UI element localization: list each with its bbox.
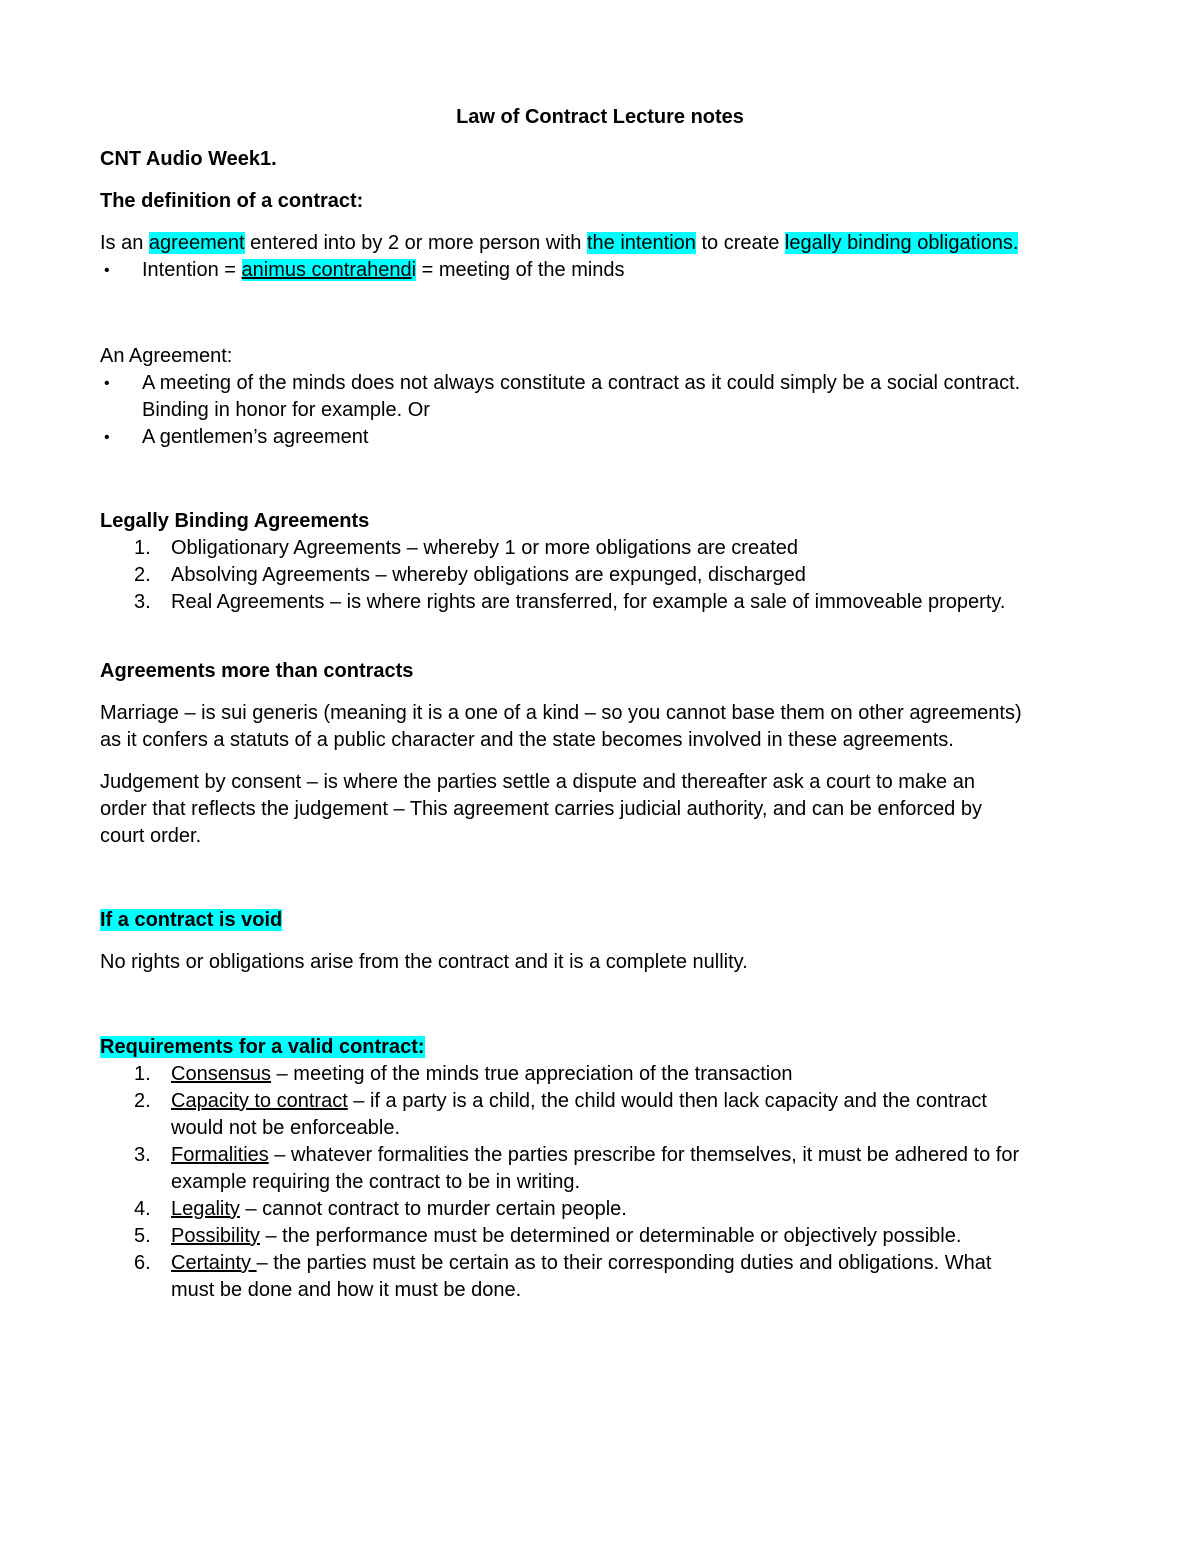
- list-item: 2. Capacity to contract – if a party is a child, the child would then lack capacity and the contract would not be enforceable.: [134, 1090, 987, 1139]
- highlight-intention: the intention: [586, 232, 696, 254]
- list-item: 5. Possibility – the performance must be determined or determinable or objectively possible.: [134, 1225, 962, 1247]
- list-item: • A gentlemen’s agreement: [100, 424, 1100, 451]
- bullet-icon: •: [104, 262, 110, 279]
- highlight-legally-binding: legally binding obligations.: [784, 232, 1019, 254]
- definition-heading: The definition of a contract:: [100, 190, 364, 212]
- highlight-agreement: agreement: [148, 232, 245, 254]
- definition-text-1: Is an: [100, 232, 149, 254]
- list-item: • A meeting of the minds does not always constitute a contract as it could simply be a social contract. Binding in honor for example. Or: [104, 372, 1021, 421]
- subtitle: CNT Audio Week1.: [100, 148, 277, 170]
- judgement-paragraph: Judgement by consent – is where the parties settle a dispute and thereafter ask a court to make an order that reflects the judgement – This agreement carries judicial authority, and can be enforced by court order.: [100, 771, 982, 847]
- binding-heading: Legally Binding Agreements: [100, 510, 370, 532]
- agreement-bullets: [100, 370, 1100, 451]
- highlight-animus: animus contrahend: [241, 259, 412, 281]
- void-heading: If a contract is void: [100, 909, 283, 931]
- definition-paragraph: [100, 230, 1100, 257]
- list-item: 4. Legality – cannot contract to murder certain people.: [134, 1198, 627, 1220]
- document-page: [100, 104, 1100, 1304]
- agreement-heading: An Agreement:: [100, 345, 233, 367]
- list-item: 2. Absolving Agreements – whereby obligations are expunged, discharged: [134, 564, 806, 586]
- list-item: 1. Consensus – meeting of the minds true appreciation of the transaction: [134, 1063, 793, 1085]
- marriage-paragraph: Marriage – is sui generis (meaning it is a one of a kind – so you cannot base them on other agreements) as it confers a statuts of a public character and the state becomes involved in these agreements.: [100, 702, 1022, 751]
- definition-text-3: to create: [695, 232, 785, 254]
- bullet-icon: •: [104, 429, 110, 446]
- binding-list: [100, 535, 1100, 616]
- definition-text-2: entered into by 2 or more person with: [244, 232, 587, 254]
- requirements-list: [100, 1061, 1100, 1304]
- list-item: 1. Obligationary Agreements – whereby 1 or more obligations are created: [134, 537, 799, 559]
- document-title: Law of Contract Lecture notes: [456, 106, 744, 128]
- list-item: 3. Formalities – whatever formalities the parties prescribe for themselves, it must be adhered to for example requiring the contract to be in writing.: [134, 1144, 1020, 1193]
- definition-bullets: [100, 257, 1100, 284]
- list-item: 3. Real Agreements – is where rights are transferred, for example a sale of immoveable property.: [134, 591, 1006, 613]
- requirements-heading: Requirements for a valid contract:: [100, 1036, 425, 1058]
- list-item: • Intention = animus contrahendi = meeting of the minds: [100, 257, 1100, 284]
- void-text: No rights or obligations arise from the contract and it is a complete nullity.: [100, 951, 748, 973]
- list-item: 6. Certainty – the parties must be certain as to their corresponding duties and obligations. What must be done and how it must be done.: [134, 1252, 992, 1301]
- more-heading: Agreements more than contracts: [100, 660, 414, 682]
- bullet-icon: •: [104, 375, 110, 392]
